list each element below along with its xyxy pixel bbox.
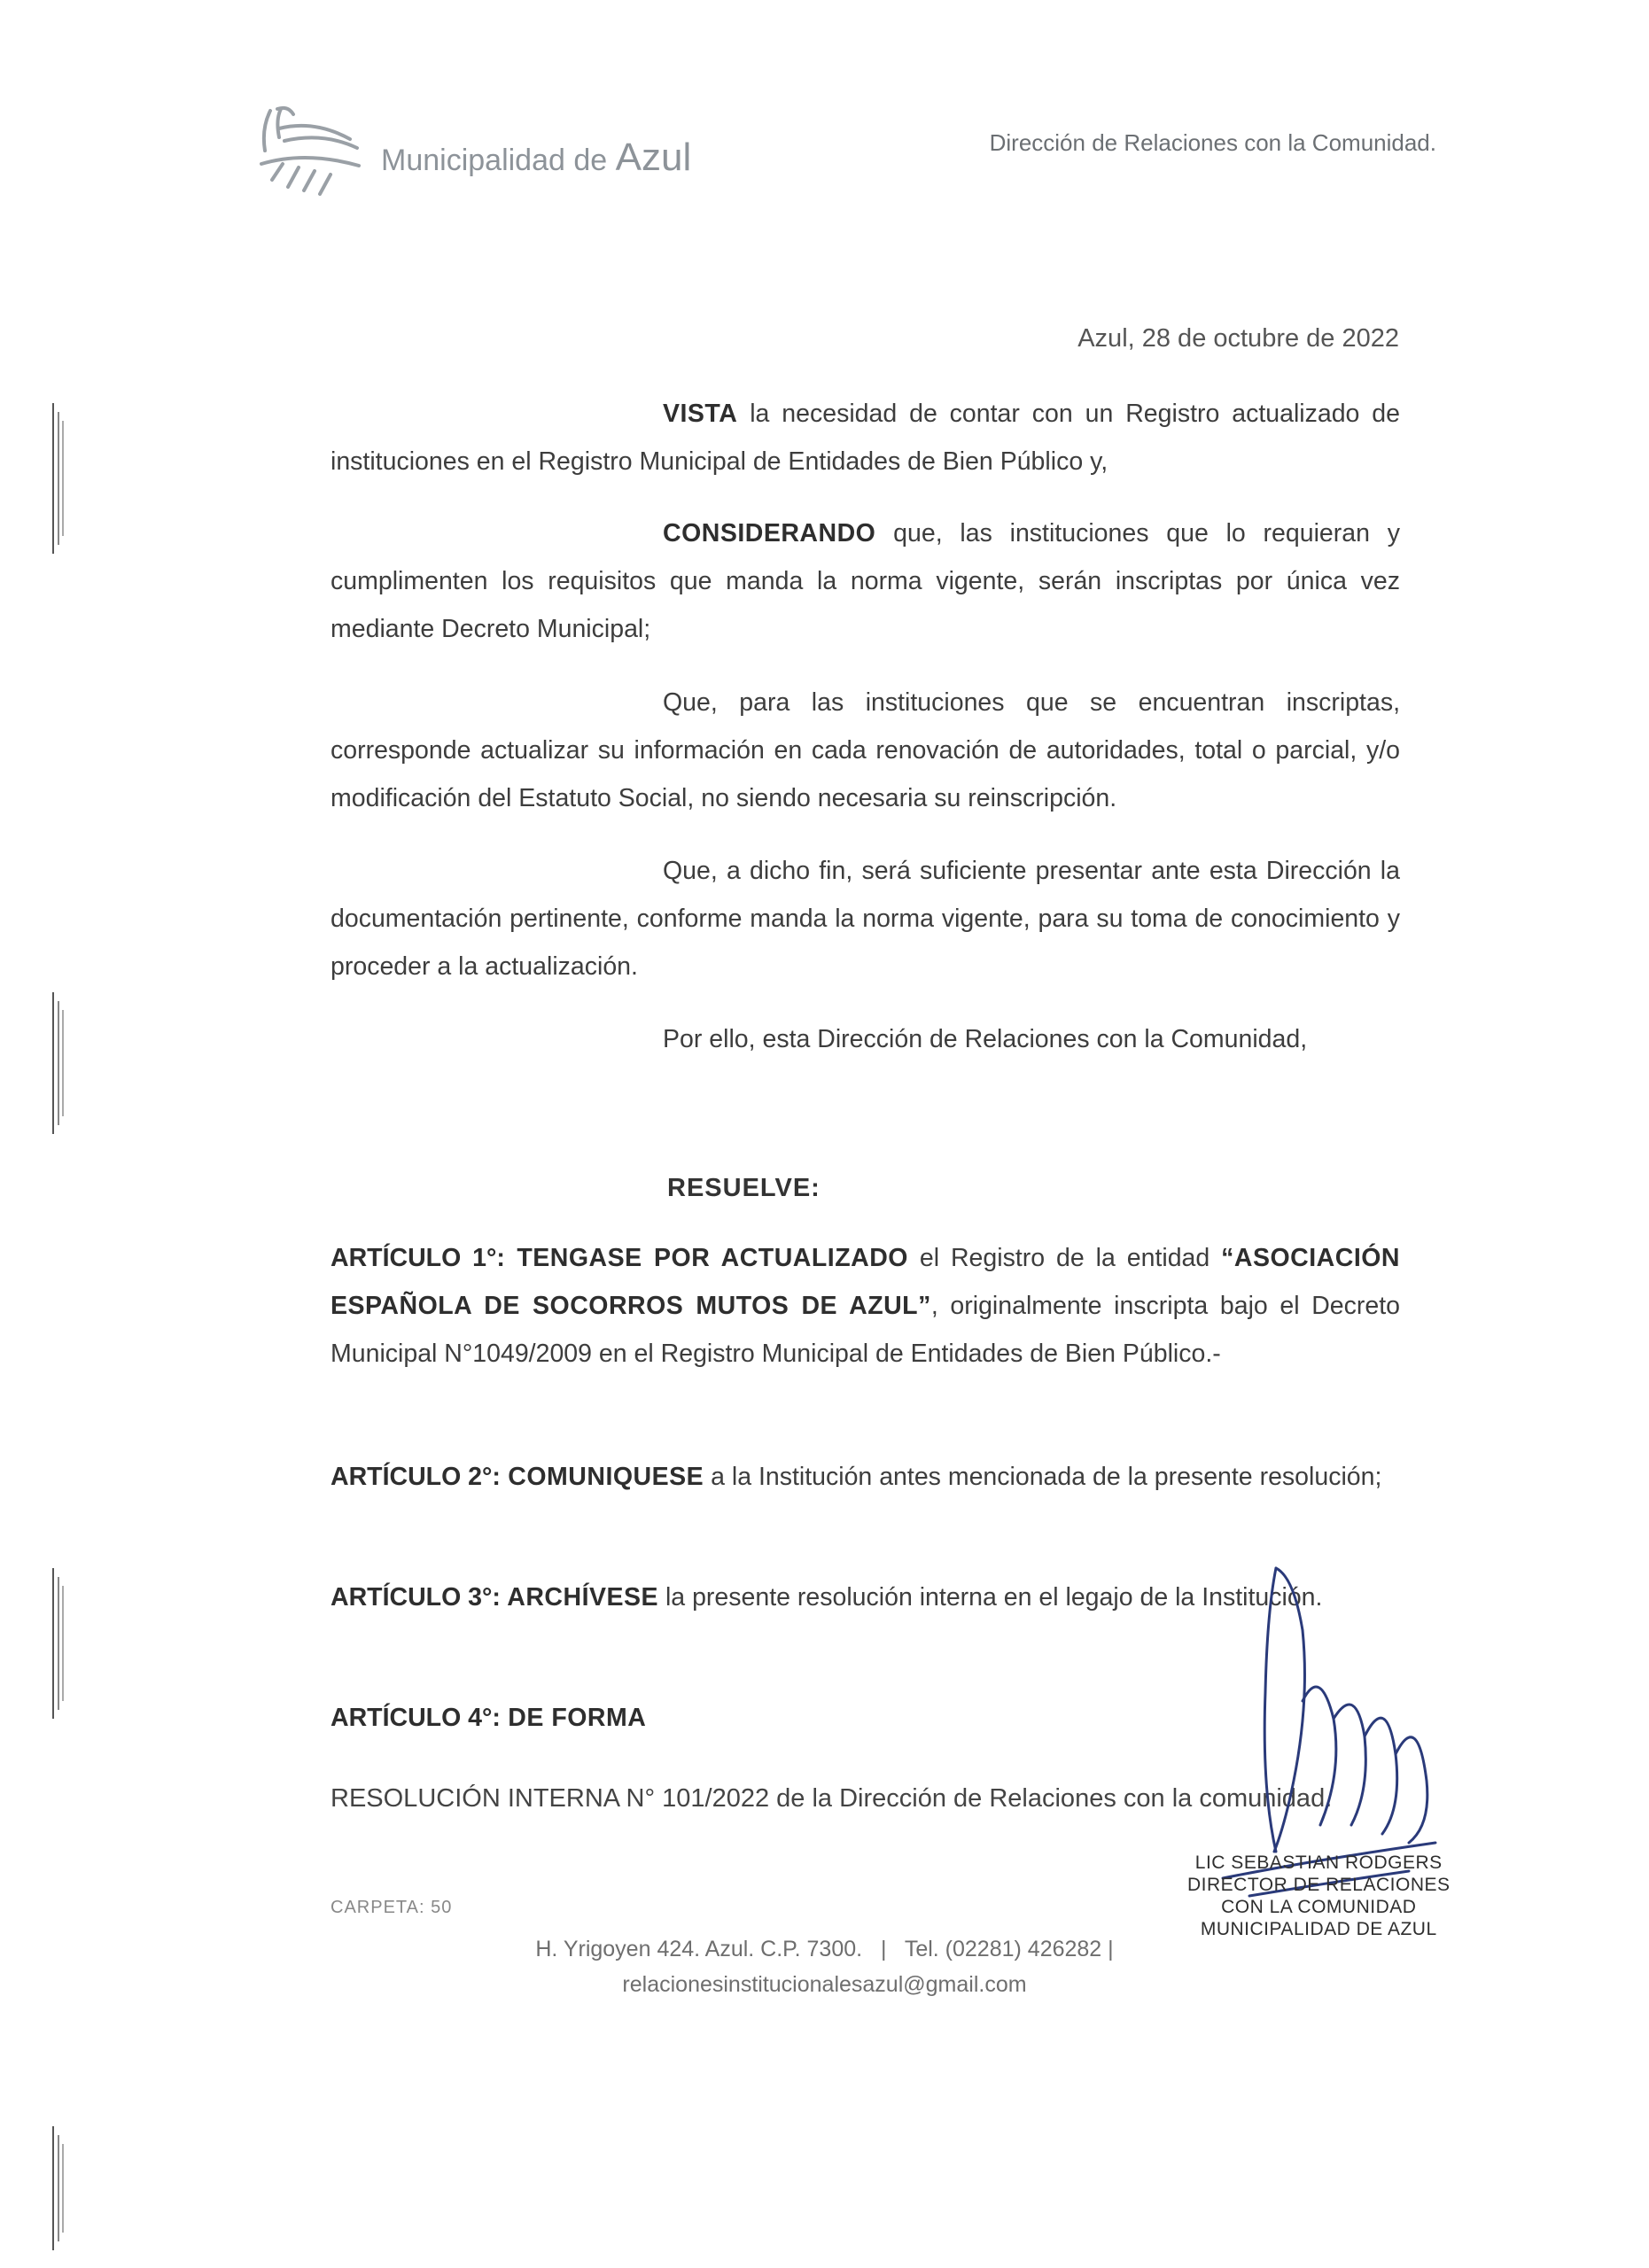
articulo-3-text: la presente resolución interna en el legajo de la Institución. bbox=[658, 1583, 1323, 1612]
carpeta-label: CARPETA: 50 bbox=[331, 1898, 453, 1917]
stamp-line-3: CON LA COMUNIDAD bbox=[1221, 1897, 1417, 1917]
resuelve-heading: RESUELVE: bbox=[667, 1174, 821, 1202]
considerando-text: que, las instituciones que lo requieran y cumplimenten los requisitos que manda la norma vigente, serán inscriptas por única vez mediante Decreto Municipal; bbox=[331, 519, 1400, 643]
scan-artifact bbox=[46, 992, 69, 1134]
que-paragraph-2 bbox=[331, 847, 1400, 990]
que-paragraph-1 bbox=[331, 679, 1400, 822]
articulo-2 bbox=[331, 1453, 1400, 1501]
articulo-2-keyword: COMUNIQUESE bbox=[500, 1463, 704, 1491]
articulo-1-title: ARTÍCULO 1°: bbox=[331, 1244, 505, 1272]
document-date: Azul, 28 de octubre de 2022 bbox=[1077, 324, 1399, 353]
municipality-logo bbox=[253, 102, 749, 199]
articulo-4-title: ARTÍCULO 4°: bbox=[331, 1704, 501, 1732]
vista-text: la necesidad de contar con un Registro actualizado de instituciones en el Registro Municipal de Entidades de Bien Público y, bbox=[331, 400, 1400, 476]
articulo-1-entity: “ASOCIACIÓN ESPAÑOLA DE SOCORROS MUTOS DE AZUL” bbox=[331, 1244, 1401, 1320]
footer-address: H. Yrigoyen 424. Azul. C.P. 7300. bbox=[535, 1937, 863, 1961]
resolucion-interna: RESOLUCIÓN INTERNA N° 101/2022 de la Dirección de Relaciones con la comunidad. bbox=[331, 1784, 1333, 1813]
scan-artifact bbox=[46, 403, 69, 554]
articulo-1 bbox=[331, 1234, 1400, 1378]
footer-phone: Tel. (02281) 426282 | bbox=[904, 1937, 1114, 1961]
vista-paragraph bbox=[331, 390, 1400, 485]
municipality-name bbox=[381, 136, 691, 180]
articulo-3-title: ARTÍCULO 3°: bbox=[331, 1583, 501, 1612]
department-header: Dirección de Relaciones con la Comunidad. bbox=[989, 129, 1436, 156]
stamp-line-2: DIRECTOR DE RELACIONES bbox=[1187, 1875, 1451, 1895]
vista-keyword: VISTA bbox=[663, 400, 738, 428]
articulo-2-title: ARTÍCULO 2°: bbox=[331, 1463, 501, 1491]
municipality-emblem-icon bbox=[253, 102, 368, 199]
articulo-2-text: a la Institución antes mencionada de la presente resolución; bbox=[704, 1463, 1382, 1491]
articulo-4-keyword: DE FORMA bbox=[500, 1704, 647, 1732]
scan-artifact bbox=[46, 2126, 69, 2250]
considerando-paragraph bbox=[331, 509, 1400, 653]
scan-artifact bbox=[46, 1568, 69, 1719]
footer-email: relacionesinstitucionalesazul@gmail.com bbox=[622, 1972, 1027, 1997]
considerando-keyword: CONSIDERANDO bbox=[663, 519, 876, 548]
official-stamp bbox=[1187, 1852, 1451, 1940]
logo-prefix: Municipalidad de bbox=[381, 144, 616, 177]
que-1-text: Que, para las instituciones que se encuentran inscriptas, corresponde actualizar su información en cada renovación de autoridades, total o parcial, y/o modificación del Estatuto Social, no siendo necesaria su reinscripción. bbox=[331, 688, 1400, 812]
por-ello-paragraph bbox=[331, 1015, 1400, 1063]
articulo-3-keyword: ARCHÍVESE bbox=[500, 1583, 659, 1612]
que-2-text: Que, a dicho fin, será suficiente presentar ante esta Dirección la documentación pertinente, conforme manda la norma vigente, para su toma de conocimiento y proceder a la actualización. bbox=[331, 857, 1400, 981]
footer-separator: | bbox=[880, 1937, 887, 1961]
stamp-line-1: LIC SEBASTIAN RODGERS bbox=[1194, 1852, 1443, 1873]
articulo-1-keyword: TENGASE POR ACTUALIZADO bbox=[504, 1244, 908, 1272]
stamp-line-4: MUNICIPALIDAD DE AZUL bbox=[1200, 1919, 1437, 1939]
footer-contact bbox=[0, 1937, 1649, 1962]
articulo-1-text-b: , originalmente inscripta bajo el Decreto Municipal N°1049/2009 en el Registro Municipal de Entidades de Bien Público.- bbox=[331, 1292, 1400, 1368]
articulo-1-text-a: el Registro de la entidad bbox=[907, 1244, 1222, 1272]
logo-city: Azul bbox=[615, 136, 692, 179]
por-ello-text: Por ello, esta Dirección de Relaciones con la Comunidad, bbox=[663, 1025, 1308, 1053]
